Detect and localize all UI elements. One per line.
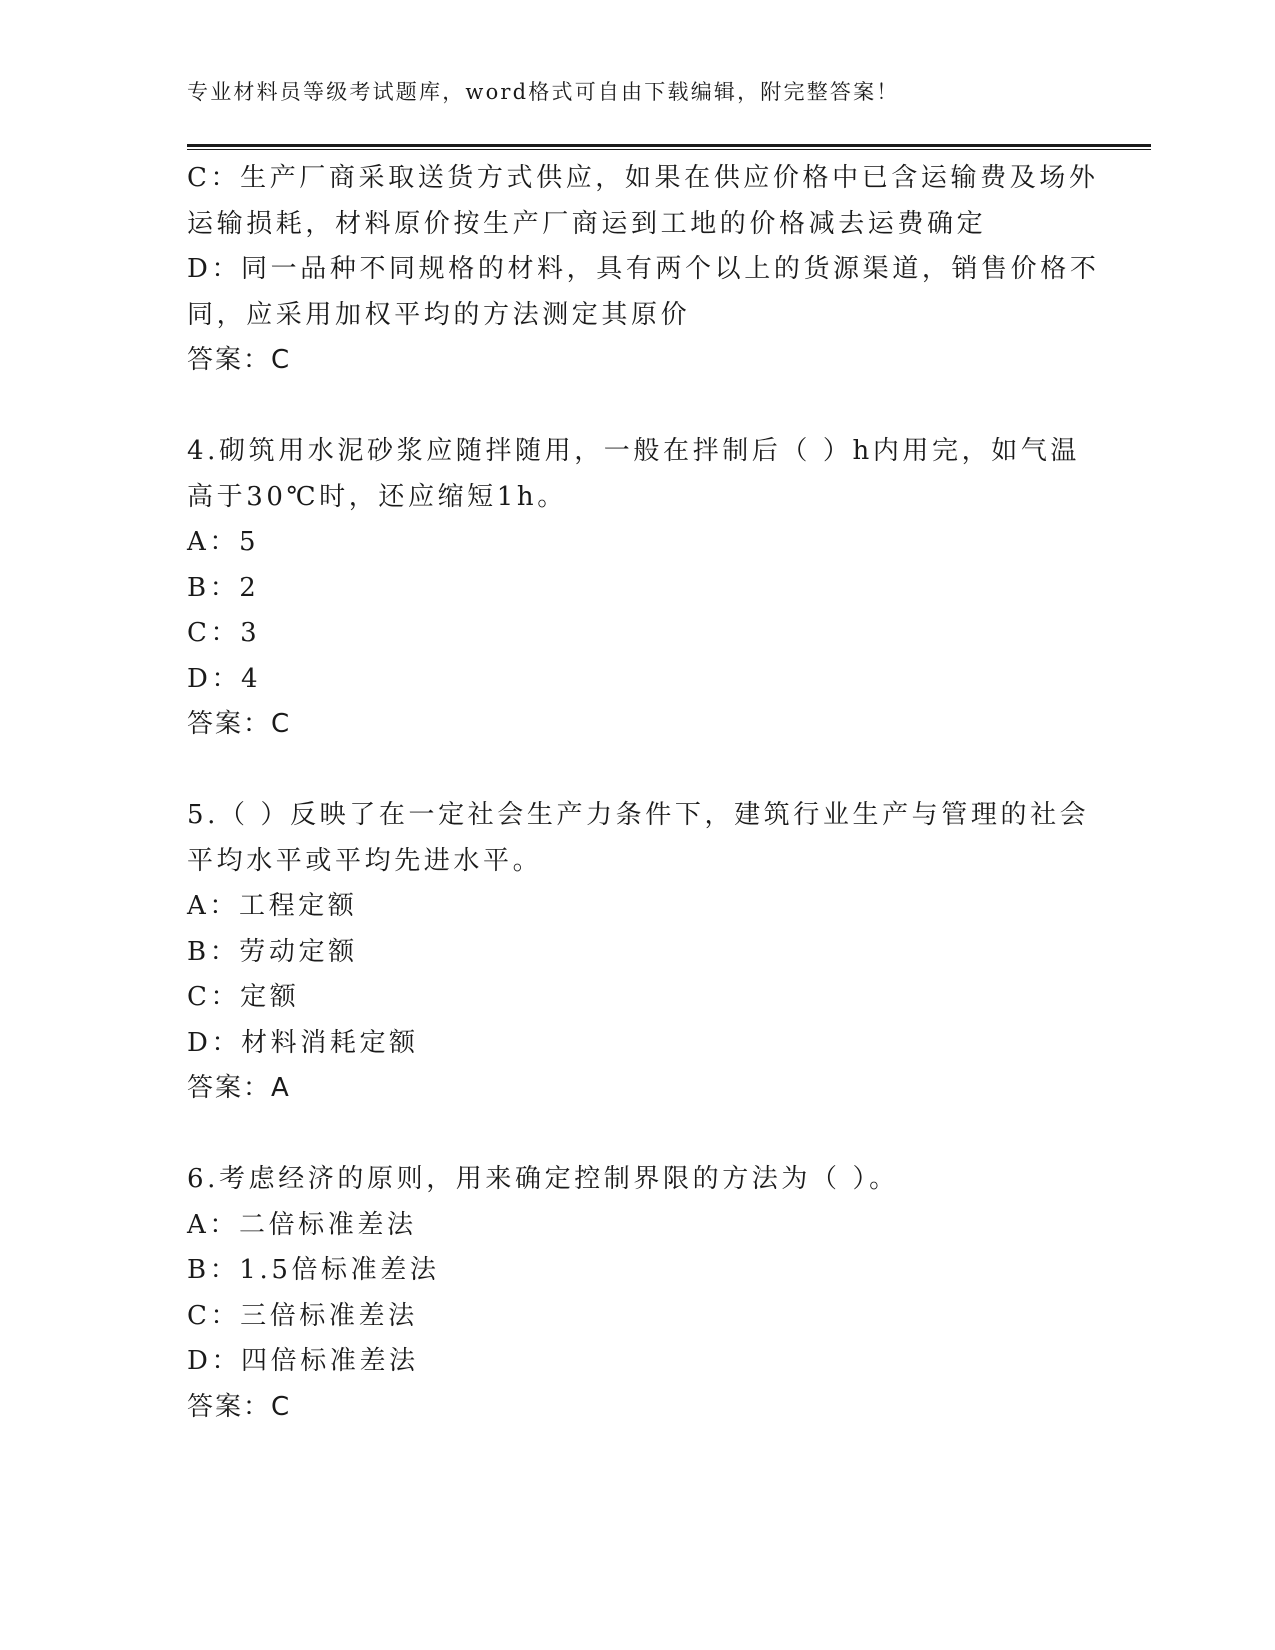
option-b: B：劳动定额 bbox=[187, 936, 358, 967]
spacer bbox=[187, 748, 1087, 794]
question-stem-line-2: 平均水平或平均先进水平。 bbox=[187, 845, 543, 876]
option-b: B：1.5倍标准差法 bbox=[187, 1255, 440, 1285]
answer-line: 答案：C bbox=[187, 709, 292, 739]
option-d: D：材料消耗定额 bbox=[187, 1027, 419, 1058]
answer-line: 答案：C bbox=[187, 345, 292, 375]
question-3-continuation bbox=[187, 156, 1100, 384]
question-6 bbox=[187, 1157, 1087, 1430]
option-d: D：4 bbox=[187, 663, 262, 694]
option-c-line-1: C：生产厂商采取送货方式供应，如果在供应价格中已含运输费及场外 bbox=[187, 163, 1099, 193]
option-b: B：2 bbox=[187, 572, 260, 603]
page-header: 专业材料员等级考试题库，word格式可自由下载编辑，附完整答案！ bbox=[187, 80, 900, 104]
option-a: A：5 bbox=[187, 527, 260, 557]
option-a: A：工程定额 bbox=[187, 891, 358, 921]
option-d: D：四倍标准差法 bbox=[187, 1346, 419, 1376]
spacer bbox=[187, 384, 1087, 430]
option-d-line-1: D：同一品种不同规格的材料，具有两个以上的货源渠道，销售价格不 bbox=[187, 254, 1100, 284]
document-body bbox=[187, 156, 1100, 1430]
header-divider bbox=[187, 144, 1151, 150]
option-d-line-2: 同，应采用加权平均的方法测定其原价 bbox=[187, 299, 691, 330]
answer-line: 答案：A bbox=[187, 1073, 291, 1103]
question-stem-line-1: 5.（ ）反映了在一定社会生产力条件下，建筑行业生产与管理的社会 bbox=[187, 800, 1090, 830]
option-c-line-2: 运输损耗，材料原价按生产厂商运到工地的价格减去运费确定 bbox=[187, 208, 987, 239]
option-a: A：二倍标准差法 bbox=[187, 1209, 417, 1240]
question-stem-line-1: 4.砌筑用水泥砂浆应随拌随用，一般在拌制后（ ）h内用完，如气温 bbox=[187, 436, 1081, 466]
spacer bbox=[187, 1112, 1087, 1158]
question-5 bbox=[187, 793, 1090, 1112]
answer-line: 答案：C bbox=[187, 1391, 292, 1422]
option-c: C：定额 bbox=[187, 982, 300, 1012]
question-stem-line-1: 6.考虑经济的原则，用来确定控制界限的方法为（ ）。 bbox=[187, 1164, 899, 1194]
option-c: C：三倍标准差法 bbox=[187, 1300, 418, 1331]
option-c: C：3 bbox=[187, 618, 261, 648]
question-stem-line-2: 高于30℃时，还应缩短1h。 bbox=[187, 481, 567, 512]
question-4 bbox=[187, 429, 1087, 748]
